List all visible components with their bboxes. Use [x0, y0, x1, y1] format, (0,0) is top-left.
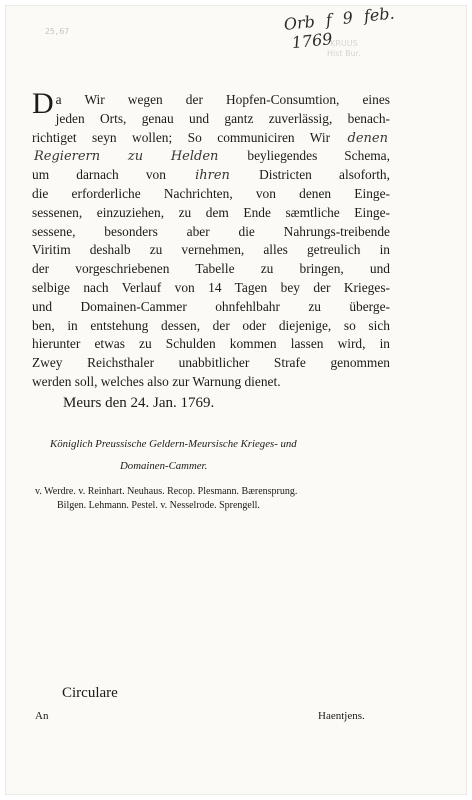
handwritten-fill: Regierern zu Helden: [34, 149, 219, 165]
body-line: sessenen, einzuziehen, zu dem Ende sæmtliche Einge-: [32, 204, 390, 220]
body-line: beyliegendes Schema,: [247, 148, 390, 164]
faint-stamp: [327, 39, 361, 59]
body-line: richtiget seyn wollen; So communiciren Wir: [32, 129, 331, 145]
address-label: An: [35, 710, 49, 722]
handwritten-word: feb.: [362, 3, 396, 26]
authority-line: Königlich Preussische Geldern-Meursische Krieges- und: [50, 438, 297, 450]
body-line: werden soll, welches also zur Warnung dienet.: [32, 373, 281, 389]
body-line: um darnach von: [32, 167, 166, 183]
handwritten-date-note: [283, 0, 446, 55]
body-line: der vorgeschriebenen Tabelle zu bringen, und: [32, 261, 390, 277]
body-line: die erforderliche Nachrichten, von denen Einge-: [32, 185, 390, 201]
handwritten-word: 1769: [290, 29, 334, 53]
signatories: [35, 485, 385, 513]
body-line: Zwey Reichsthaler unabbitlicher Strafe genommen: [32, 355, 390, 371]
authority-line: Domainen-Cammer.: [120, 460, 208, 472]
signatories-row: Bilgen. Lehmann. Pestel. v. Nesselrode. Sprengell.: [57, 500, 260, 511]
drop-initial: D: [32, 87, 54, 120]
body-line: Viritim deshalb zu vernehmen, alles getreulich in: [32, 242, 390, 258]
signatories-row: v. Werdre. v. Reinhart. Neuhaus. Recop. Plesmann. Bærensprung.: [35, 486, 298, 497]
printer-name: Haentjens.: [318, 710, 365, 722]
circular-body-text: [32, 87, 390, 392]
issuing-authority: [50, 433, 380, 477]
faint-stamp-line: KRUUS: [330, 39, 358, 48]
body-line: hierunter etwas zu Schulden kommen lassen wird, in: [32, 336, 390, 352]
archive-mark: 25,67: [45, 27, 70, 36]
faint-stamp-line: Hist Bur.: [327, 49, 361, 58]
handwritten-word: Orb: [282, 11, 316, 35]
body-line: sessene, besonders aber die Nahrungs-treibende: [32, 223, 390, 239]
document-page: [5, 5, 467, 795]
body-line: selbige nach Verlauf von 14 Tagen bey der Krieges-: [32, 279, 390, 295]
handwritten-fill: denen: [347, 130, 388, 146]
handwritten-fill: ihren: [195, 168, 230, 184]
circular-label: Circulare: [62, 685, 118, 701]
place-date-line: Meurs den 24. Jan. 1769.: [63, 395, 215, 411]
handwritten-word: 9: [341, 7, 354, 28]
handwritten-word: f: [324, 10, 333, 30]
body-line-with-fill: [32, 129, 390, 148]
body-line-with-fill: [32, 166, 390, 185]
body-line: jeden Orts, genau und gantz zuverlässig, benach-: [55, 110, 390, 126]
body-line: Districten alsoforth,: [259, 167, 390, 183]
body-line: a Wir wegen der Hopfen-Consumtion, eines: [55, 92, 390, 107]
body-line: und Domainen-Cammer ohnfehlbahr zu überge-: [32, 298, 390, 314]
body-line: ben, in entstehung dessen, der oder diejenige, so sich: [32, 317, 390, 333]
body-line-with-fill: [32, 147, 390, 166]
